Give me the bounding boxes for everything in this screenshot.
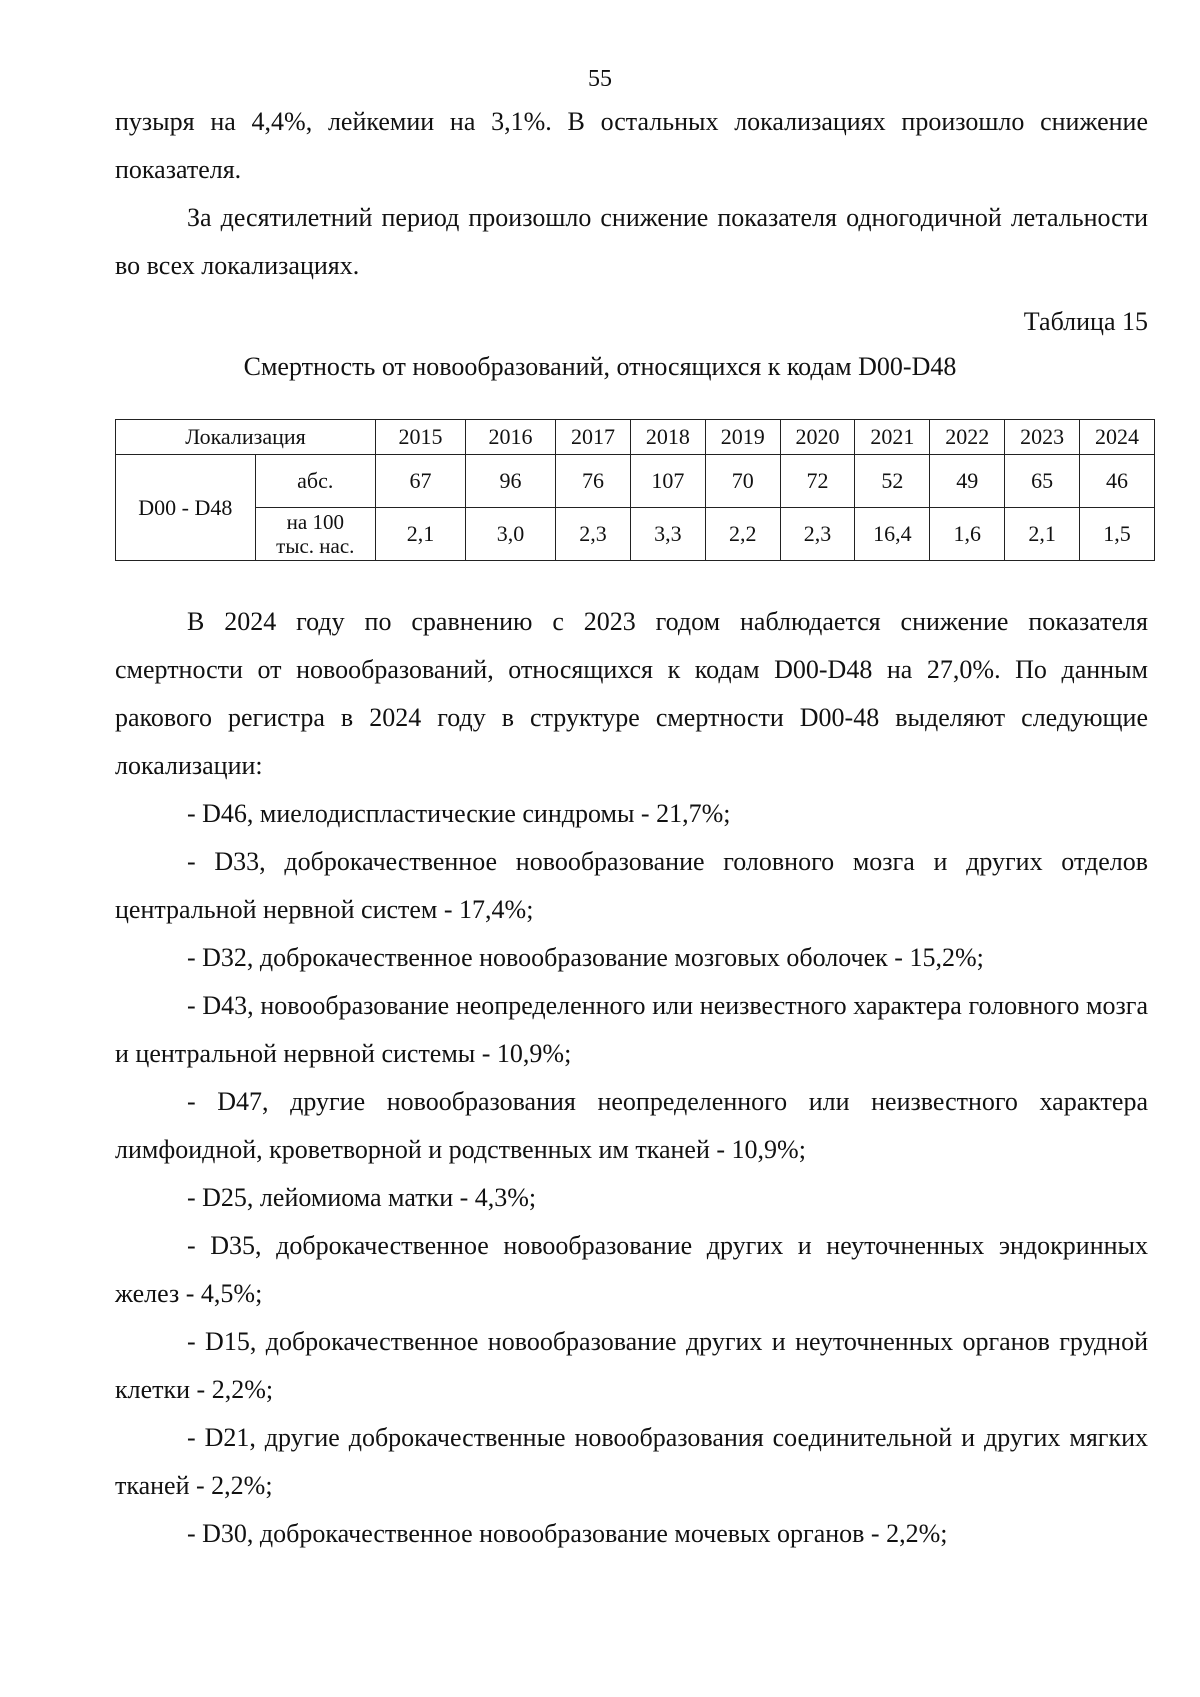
table-cell: 46 — [1080, 455, 1155, 508]
header-year: 2015 — [375, 420, 465, 455]
body-paragraph: В 2024 году по сравнению с 2023 годом наблюдается снижение показателя смертности от новообразований, относящихся к кодам D00-D48 на 27,0%. По данным ракового регистра в 2024 году в структуре смертности D00-48 выделяют следующие локализации: — [115, 607, 1148, 780]
list-item: - D21, другие доброкачественные новообразования соединительной и других мягких тканей - 2,2%; — [115, 1423, 1148, 1500]
header-year: 2020 — [780, 420, 855, 455]
table-cell: 67 — [375, 455, 465, 508]
row-group-label: D00 - D48 — [116, 455, 256, 561]
table-cell: 96 — [466, 455, 556, 508]
table-caption: Смертность от новообразований, относящихся к кодам D00-D48 — [243, 352, 957, 381]
header-year: 2022 — [930, 420, 1005, 455]
table-cell: 76 — [556, 455, 631, 508]
list-item: - D33, доброкачественное новообразование головного мозга и других отделов центральной нервной систем - 17,4%; — [115, 847, 1148, 924]
header-year: 2021 — [855, 420, 930, 455]
table-cell: 65 — [1005, 455, 1080, 508]
list-item: - D43, новообразование неопределенного или неизвестного характера головного мозга и центральной нервной системы - 10,9%; — [115, 991, 1148, 1068]
table-number: Таблица 15 — [1023, 307, 1148, 336]
table-cell: 3,3 — [630, 508, 705, 561]
header-year: 2016 — [466, 420, 556, 455]
header-year: 2017 — [556, 420, 631, 455]
table-row-rate — [116, 508, 1155, 561]
page-number: 55 — [588, 66, 612, 92]
list-item: - D25, лейомиома матки - 4,3%; — [187, 1183, 537, 1212]
table-header-row — [116, 420, 1155, 455]
list-item: - D47, другие новообразования неопределенного или неизвестного характера лимфоидной, кроветворной и родственных им тканей - 10,9%; — [115, 1087, 1148, 1164]
table-cell: 2,3 — [780, 508, 855, 561]
table-cell: 2,2 — [705, 508, 780, 561]
intro-paragraph-1: пузыря на 4,4%, лейкемии на 3,1%. В остальных локализациях произошло снижение показателя. — [115, 107, 1148, 184]
header-year: 2024 — [1080, 420, 1155, 455]
mortality-table — [115, 419, 1155, 561]
list-item: - D30, доброкачественное новообразование мочевых органов - 2,2%; — [187, 1519, 948, 1548]
unit-absolute: абс. — [255, 455, 375, 508]
table-cell: 3,0 — [466, 508, 556, 561]
header-year: 2023 — [1005, 420, 1080, 455]
unit-per-100k-line-2: тыс. нас. — [276, 534, 355, 558]
table-cell: 107 — [630, 455, 705, 508]
list-item: - D46, миелодиспластические синдромы - 21,7%; — [187, 799, 731, 828]
header-localization: Локализация — [116, 420, 376, 455]
list-item: - D15, доброкачественное новообразование других и неуточненных органов грудной клетки - 2,2%; — [115, 1327, 1148, 1404]
table-cell: 2,1 — [1005, 508, 1080, 561]
unit-per-100k-line-1: на 100 — [286, 510, 344, 534]
intro-text — [115, 98, 1148, 290]
list-item: - D32, доброкачественное новообразование мозговых оболочек - 15,2%; — [187, 943, 984, 972]
unit-per-100k — [255, 508, 375, 561]
table-cell: 1,5 — [1080, 508, 1155, 561]
table-cell: 52 — [855, 455, 930, 508]
table-cell: 2,1 — [375, 508, 465, 561]
table-cell: 72 — [780, 455, 855, 508]
list-item: - D35, доброкачественное новообразование других и неуточненных эндокринных желез - 4,5%; — [115, 1231, 1148, 1308]
table-cell: 16,4 — [855, 508, 930, 561]
intro-paragraph-2: За десятилетний период произошло снижение показателя одногодичной летальности во всех локализациях. — [115, 203, 1148, 280]
table-cell: 49 — [930, 455, 1005, 508]
body-text — [115, 598, 1148, 1558]
table-cell: 2,3 — [556, 508, 631, 561]
table-cell: 1,6 — [930, 508, 1005, 561]
header-year: 2019 — [705, 420, 780, 455]
header-year: 2018 — [630, 420, 705, 455]
table-cell: 70 — [705, 455, 780, 508]
table-row-absolute — [116, 455, 1155, 508]
